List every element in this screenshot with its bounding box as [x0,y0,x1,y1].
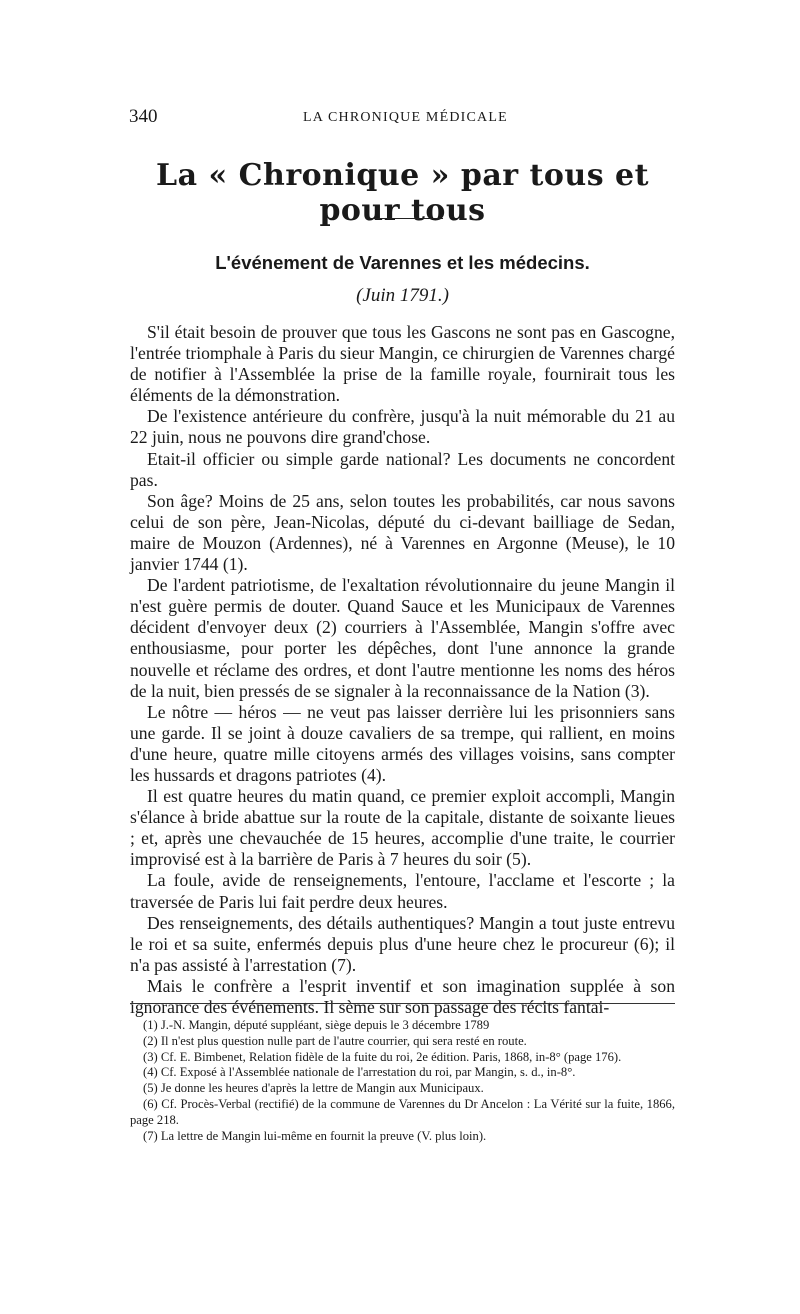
paragraph: Il est quatre heures du matin quand, ce premier exploit accompli, Mangin s'élance à bride abattue sur la route de la capitale, distante de soixante lieues ; et, après une chevauchée de 15 heures, accomplie d'une traite, le courrier improvisé est à la barrière de Paris à 7 heures du soir (5). [130,786,675,870]
footnote: (1) J.-N. Mangin, député suppléant, siège depuis le 3 décembre 1789 [143,1018,490,1032]
paragraph: De l'existence antérieure du confrère, jusqu'à la nuit mémorable du 21 au 22 juin, nous ne pouvons dire grand'chose. [130,406,675,448]
paragraph: Etait-il officier ou simple garde national? Les documents ne concordent pas. [130,448,675,490]
footnote: (5) Je donne les heures d'après la lettre de Mangin aux Municipaux. [143,1081,484,1096]
paragraph: Son âge? Moins de 25 ans, selon toutes les probabilités, car nous savons celui de son père, Jean-Nicolas, député du ci-devant bailliage de Sedan, maire de Mouzon (Ardennes), né à Varennes en Argonne (Meuse), le 10 janvier 1744 (1). [130,490,675,575]
title-rule [370,218,443,219]
footnote: (3) Cf. E. Bimbenet, Relation fidèle de la fuite du roi, 2e édition. Paris, 1868, in-8° (page 176). [143,1049,622,1064]
paragraph: Des renseignements, des détails authentiques? Mangin a tout juste entrevu le roi et sa suite, enfermés depuis plus d'une heure chez le procureur (6); il n'a pas assisté à l'arrestation (7). [130,912,675,975]
paragraph: La foule, avide de renseignements, l'entoure, l'acclame et l'escorte ; la traversée de Paris lui fait perdre deux heures. [130,870,675,912]
section-title: La « Chronique » par tous et pour tous [155,158,650,228]
footnote: (4) Cf. Exposé à l'Assemblée nationale de l'arrestation du roi, par Mangin, s. d., in-8°. [143,1065,576,1080]
paragraph: De l'ardent patriotisme, de l'exaltation révolutionnaire du jeune Mangin il n'est guère permis de douter. Quand Sauce et les Municipaux de Varennes décident d'envoyer deux (2) courriers à l'Assemblée, Mangin s'offre avec enthousiasme, pour porter les dépêches, dont l'une annonce la grande nouvelle et réclame des ordres, et dont l'autre mentionne les noms des héros de la nuit, bien pressés de se signaler à la reconnaissance de la Nation (3). [130,575,675,701]
article-title: L'événement de Varennes et les médecins. [215,252,590,273]
page-header [129,106,674,132]
paragraph: Mais le confrère a l'esprit inventif et son imagination supplée à son ignorance des événements. Il sème sur son passage des récits fantai- [130,975,675,1017]
article-body [130,322,675,1018]
article-date: (Juin 1791.) [356,285,449,306]
footnote: (7) La lettre de Mangin lui-même en fournit la preuve (V. plus loin). [143,1128,487,1143]
footnotes [130,1018,675,1144]
footnote-separator [130,1003,675,1004]
running-head: LA CHRONIQUE MÉDICALE [303,110,508,125]
footnote: (6) Cf. Procès-Verbal (rectifié) de la commune de Varennes du Dr Ancelon : La Vérité sur la fuite, 1866, page 218. [130,1096,675,1127]
page-number: 340 [129,106,158,127]
footnote: (2) Il n'est plus question nulle part de l'autre courrier, qui sera resté en route. [143,1033,527,1048]
paragraph: Le nôtre — héros — ne veut pas laisser derrière lui les prisonniers sans une garde. Il se joint à douze cavaliers de sa trempe, qui rallient, en moins d'une heure, quatre mille citoyens armés des villages voisins, sans compter les hussards et dragons patriotes (4). [130,701,675,785]
paragraph: S'il était besoin de prouver que tous les Gascons ne sont pas en Gascogne, l'entrée triomphale à Paris du sieur Mangin, ce chirurgien de Varennes chargé de notifier à l'Assemblée la prise de la famille royale, fournirait tous les éléments de la démonstration. [130,322,675,406]
